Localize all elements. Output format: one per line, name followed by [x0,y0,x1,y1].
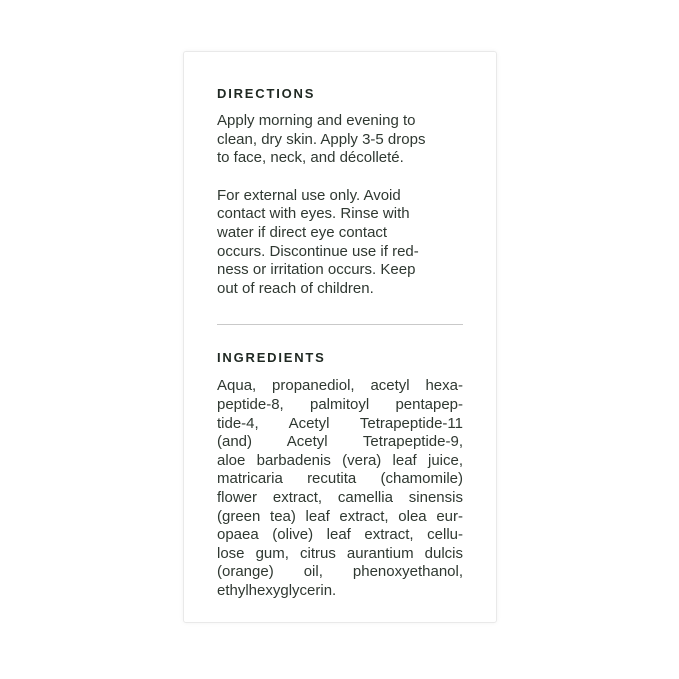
text-line: ethylhexyglycerin. [217,581,337,599]
text-line: (green tea) leaf extract, olea eur- [217,507,463,525]
text-line: Apply morning and evening to [217,112,416,129]
directions-usage-paragraph [217,112,463,168]
ingredients-paragraph [217,377,463,600]
text-line: tide-4, Acetyl Tetrapeptide-11 [217,414,463,432]
text-line: occurs. Discontinue use if red- [217,242,419,260]
text-line: (and) Acetyl Tetrapeptide-9, [217,433,463,451]
text-line: (orange) oil, phenoxyethanol, [217,563,463,581]
text-line: flower extract, camellia sinensis [217,488,463,506]
ingredients-section [217,351,463,600]
text-line: out of reach of children. [217,279,374,297]
text-line: For external use only. Avoid [217,186,401,204]
directions-section [217,87,463,298]
ingredients-heading: INGREDIENTS [217,350,326,366]
text-line: contact with eyes. Rinse with [217,205,410,223]
directions-heading: DIRECTIONS [217,86,316,101]
directions-warning-paragraph [217,187,463,299]
text-line: clean, dry skin. Apply 3-5 drops [217,130,426,148]
text-line: aloe barbadenis (vera) leaf juice, [217,451,463,469]
section-divider [217,324,463,325]
text-line: Aqua, propanediol, acetyl hexa- [217,377,463,395]
text-line: matricaria recutita (chamomile) [217,470,463,488]
text-line: water if direct eye contact [217,223,388,241]
text-line: to face, neck, and décolleté. [217,149,404,167]
text-line: lose gum, citrus aurantium dulcis [217,544,463,562]
text-line: peptide-8, palmitoyl pentapep- [217,395,463,413]
text-line: opaea (olive) leaf extract, cellu- [217,526,463,544]
product-label-card [183,51,497,623]
text-line: ness or irritation occurs. Keep [217,261,416,279]
